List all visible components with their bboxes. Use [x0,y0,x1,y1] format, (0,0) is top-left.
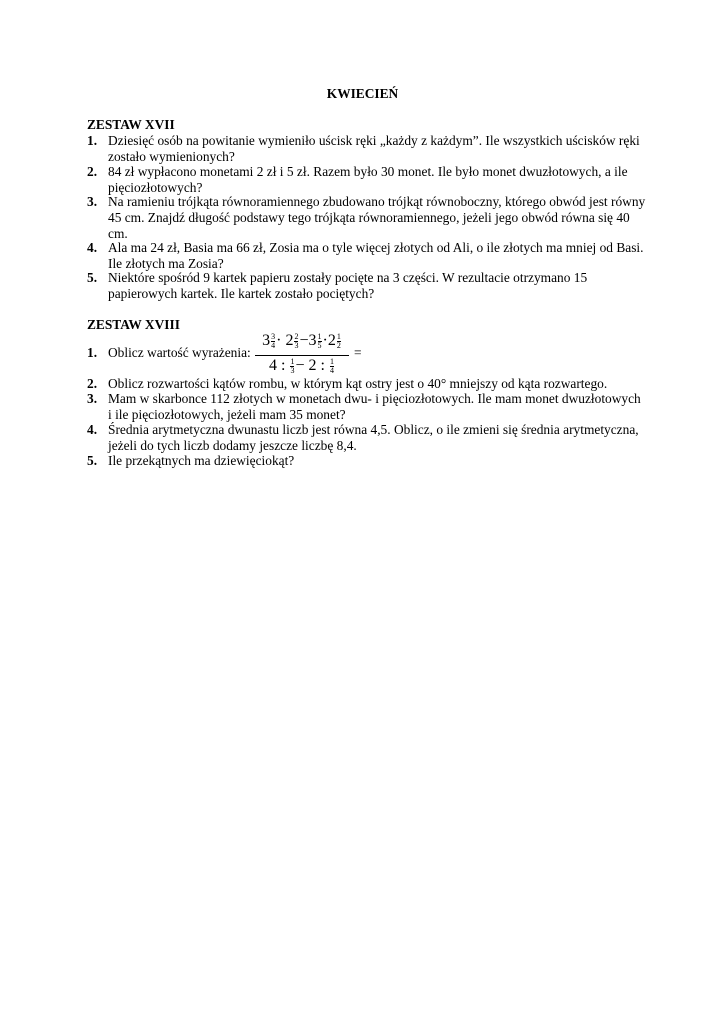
problem-text: Średnia arytmetyczna dwunastu liczb jest równa 4,5. Oblicz, o ile zmieni się średnia arytmetyczna, jeżeli do tych liczb dodamy jeszcze liczbę 8,4. [108,422,639,453]
set-17-problem-4 [87,240,647,272]
set-17-problem-3 [87,194,647,242]
problem-number: 2. [87,376,98,391]
problem-text: Oblicz wartość wyrażenia: [108,345,251,360]
problem-text: Niektóre spośród 9 kartek papieru zostały pocięte na 3 części. W rezultacie otrzymano 15 papierowych kartek. Ile kartek zostało pociętych? [108,270,588,301]
problem-number: 5. [87,270,98,285]
fraction-bar [255,355,349,356]
problem-number: 4. [87,240,98,255]
problem-number: 1. [87,345,98,360]
set-17-problem-5 [87,270,647,302]
problem-number: 3. [87,391,98,406]
problem-text: 84 zł wypłacono monetami 2 zł i 5 zł. Razem było 30 monet. Ile było monet dwuzłotowych, a ile pięciozłotowych? [108,164,628,195]
problem-number: 4. [87,422,98,437]
problem-text: Ala ma 24 zł, Basia ma 66 zł, Zosia ma o tyle więcej złotych od Ali, o ile złotych ma mniej od Basi. Ile złotych ma Zosia? [108,240,644,271]
set-18-problem-3 [87,391,647,423]
set-18-heading: ZESTAW XVIII [87,317,180,332]
set-17-problem-2 [87,164,647,196]
problem-number: 5. [87,453,98,468]
expression-denominator: 4 : $\frac{1}{3}$ − 2 : $\frac{1}{4}$ [269,357,334,375]
page-title: KWIECIEŃ [326,86,399,101]
set-18-problem-4 [87,422,647,454]
expression-numerator: 3 $\frac{3}{4}$ · 2 $\frac{2}{3}$ −3 $\frac{1}{5}$ ·2 $\frac{1}{2}$ [262,332,341,350]
set-18-problem-1 [87,332,647,376]
problem-text: Na ramieniu trójkąta równoramiennego zbudowano trójkąt równoboczny, którego obwód jest równy 45 cm. Znajdź długość podstawy tego trójkąta równoramiennego, jeżeli jego obwód równa się 40 cm. [108,194,646,241]
problem-text: Ile przekątnych ma dziewięciokąt? [108,453,295,468]
set-17-heading: ZESTAW XVII [87,117,175,132]
problem-text: Mam w skarbonce 112 złotych w monetach dwu- i pięciozłotowych. Ile mam monet dwuzłotowych i ile pięciozłotowych, jeżeli mam 35 monet? [108,391,641,422]
problem-number: 2. [87,164,98,179]
problem-number: 1. [87,133,98,148]
problem-text: Oblicz rozwartości kątów rombu, w którym kąt ostry jest o 40° mniejszy od kąta rozwartego. [108,376,608,391]
set-18-problem-5 [87,453,647,469]
problem-text: Dziesięć osób na powitanie wymieniło uścisk ręki „każdy z każdym”. Ile wszystkich uścisków ręki zostało wymienionych? [108,133,640,164]
set-18-problem-2 [87,376,647,392]
equals-sign: = [354,345,362,360]
problem-number: 3. [87,194,98,209]
set-17-problem-1 [87,133,647,165]
